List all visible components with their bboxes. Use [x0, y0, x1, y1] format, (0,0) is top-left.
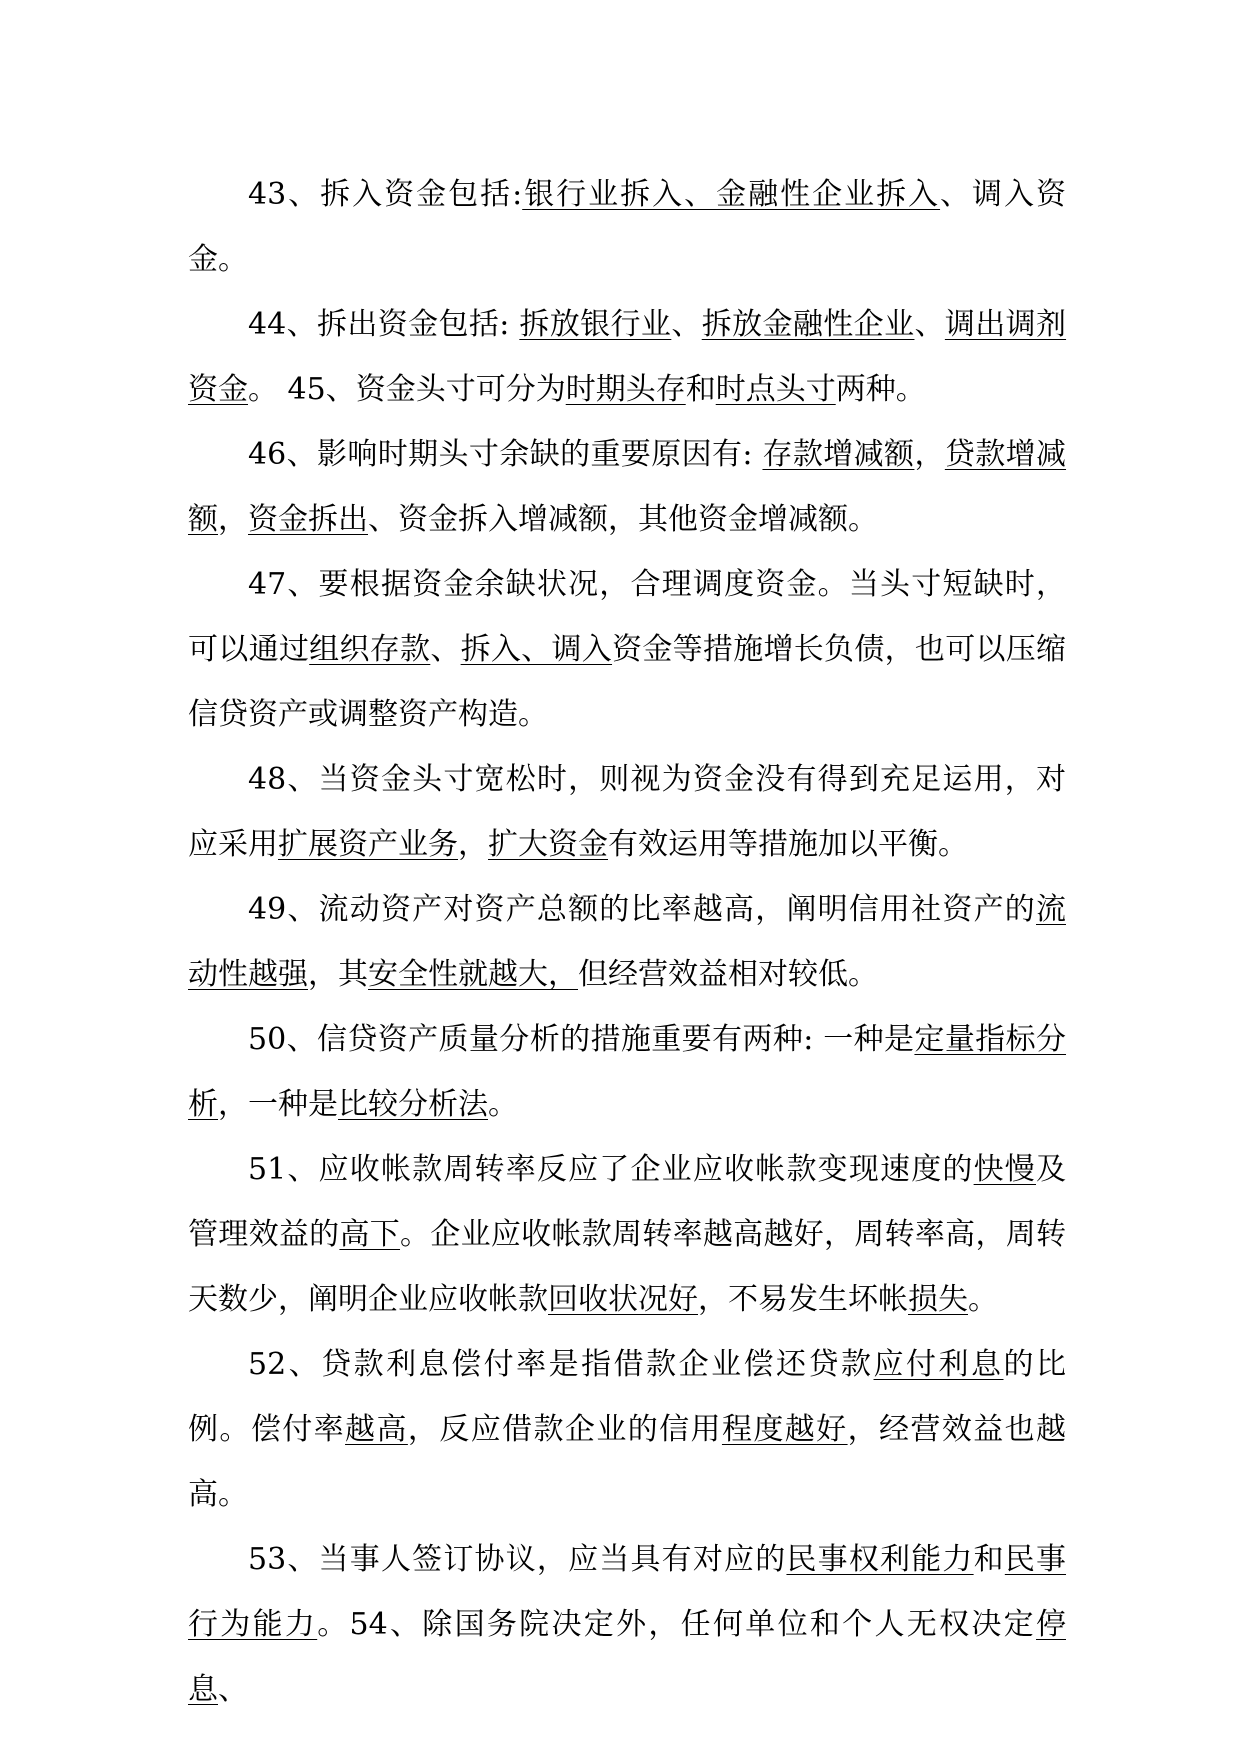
paragraph-51	[188, 1137, 1066, 1332]
segment: 。	[968, 1282, 998, 1317]
paragraph-50	[188, 1007, 1066, 1137]
underlined-answer: 拆放银行业	[519, 307, 672, 342]
underlined-answer: 资金拆出	[248, 502, 368, 537]
segment: 有效运用等措施加以平衡。	[608, 827, 968, 862]
segment: ，反应借款企业的信用	[407, 1412, 722, 1447]
segment: 49、流动资产对资产总额的比率越高，阐明信用社资产的	[248, 892, 1036, 927]
segment: 46、影响时期头寸余缺的重要原因有:	[248, 437, 763, 472]
underlined-answer: 拆放金融性企业	[701, 307, 915, 342]
segment: 44、拆出资金包括:	[248, 307, 520, 342]
underlined-answer: 流动性越强	[188, 892, 1066, 992]
segment: 48、当资金头寸宽松时，则视为资金没有得到充足运用，对应采用	[188, 762, 1066, 862]
segment: 50、信贷资产质量分析的措施重要有两种: 一种是	[248, 1022, 915, 1057]
underlined-answer: 扩展资产业务	[278, 827, 458, 862]
segment: 和	[685, 372, 716, 407]
segment: 、资金拆入增减额，其他资金增减额。	[368, 502, 878, 537]
segment: ，	[218, 502, 248, 537]
segment: 。 45、资金头寸可分为	[248, 372, 566, 407]
underlined-answer: 损失	[908, 1282, 968, 1317]
document-body	[188, 162, 1066, 1722]
paragraph-48	[188, 747, 1066, 877]
underlined-answer: 拆入、调入	[460, 632, 613, 667]
underlined-answer: 定量指标分析	[188, 1022, 1067, 1122]
underlined-answer: 停息	[188, 1607, 1066, 1707]
segment: 53、当事人签订协议，应当具有对应的	[248, 1542, 787, 1577]
segment: 的比例。偿付率	[188, 1347, 1066, 1447]
segment: 、	[430, 632, 461, 667]
underlined-answer: 程度越好	[721, 1412, 848, 1447]
paragraph-47	[188, 552, 1066, 747]
paragraph-46	[188, 422, 1066, 552]
underlined-answer: 时点头寸	[715, 372, 836, 407]
underlined-answer: 银行业拆入、金融性企业拆入	[522, 177, 941, 212]
segment: 51、应收帐款周转率反应了企业应收帐款变现速度的	[248, 1152, 974, 1187]
underlined-answer: 民事权利能力	[786, 1542, 974, 1577]
segment: 、调入资金。	[188, 177, 1067, 277]
paragraph-44-45	[188, 292, 1066, 422]
paragraph-53-54	[188, 1527, 1066, 1722]
underlined-answer: 民事行为能力	[188, 1542, 1067, 1642]
underlined-answer: 调出调剂资金	[188, 307, 1067, 407]
segment: ，	[458, 827, 488, 862]
underlined-answer: 贷款增减额	[188, 437, 1067, 537]
underlined-answer: 高下	[339, 1217, 401, 1252]
segment: 。企业应收帐款周转率越高越好，周转率高，周转天数少，阐明企业应收帐款	[188, 1217, 1067, 1317]
underlined-answer: 越高	[345, 1412, 408, 1447]
underlined-answer: 回收状况好	[548, 1282, 698, 1317]
segment: ，经营效益也越高。	[188, 1412, 1067, 1512]
underlined-answer: 安全性就越大，	[368, 957, 578, 992]
segment: ，一种是	[218, 1087, 338, 1122]
segment: ，	[914, 437, 945, 472]
underlined-answer: 应付利息	[873, 1347, 1004, 1382]
segment: ，不易发生坏帐	[698, 1282, 908, 1317]
segment: 。54、除国务院决定外，任何单位和个人无权决定	[317, 1607, 1036, 1642]
segment: 但经营效益相对较低。	[578, 957, 878, 992]
paragraph-49	[188, 877, 1066, 1007]
segment: 资金等措施增长负债，也可以压缩信贷资产或调整资产构造。	[188, 632, 1067, 732]
segment: 。	[488, 1087, 518, 1122]
segment: 两种。	[835, 372, 926, 407]
segment: ，其	[308, 957, 368, 992]
underlined-answer: 存款增减额	[762, 437, 915, 472]
paragraph-43	[188, 162, 1066, 292]
underlined-answer: 组织存款	[309, 632, 431, 667]
underlined-answer: 快慢	[973, 1152, 1036, 1187]
segment: 52、贷款利息偿付率是指借款企业偿还贷款	[248, 1347, 874, 1382]
segment: 47、要根据资金余缺状况，合理调度资金。当头寸短缺时，可以通过	[188, 567, 1066, 667]
segment: 、	[914, 307, 945, 342]
underlined-answer: 比较分析法	[338, 1087, 488, 1122]
underlined-answer: 时期头存	[565, 372, 686, 407]
segment: 43、拆入资金包括:	[248, 177, 523, 212]
segment: 和	[973, 1542, 1005, 1577]
segment: 、	[671, 307, 702, 342]
paragraph-52	[188, 1332, 1066, 1527]
segment: 及管理效益的	[188, 1152, 1066, 1252]
segment: 、	[218, 1672, 248, 1707]
underlined-answer: 扩大资金	[488, 827, 608, 862]
